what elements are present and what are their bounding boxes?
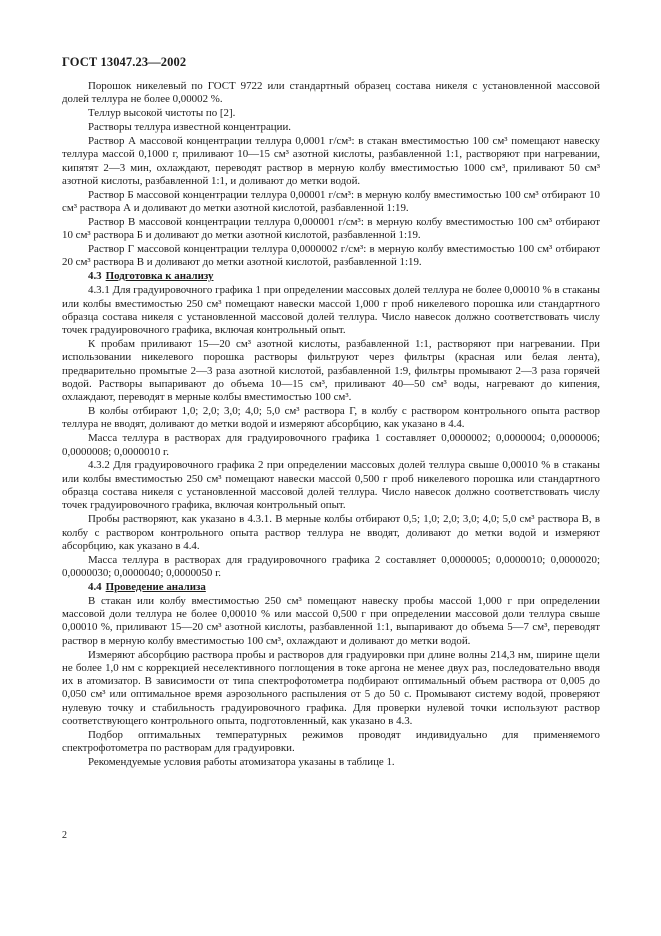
paragraph: В стакан или колбу вместимостью 250 см³ помещают навеску пробы массой 1,000 г при определении массовой доли теллура не более 0,00010 % или массой 0,500 г при определении массовой доли теллура свыше 0,00010 %, приливают 15—20 см³ азотной кислоты, разбавленной 1:1, выпаривают до объема 5—7 см³, переводят раствор в мерную колбу вместимостью 100 см³, охлаждают и доливают до метки водой. — [62, 594, 600, 647]
section-heading — [62, 270, 600, 283]
paragraph: Пробы растворяют, как указано в 4.3.1. В мерные колбы отбирают 0,5; 1,0; 2,0; 3,0; 4,0; 5,0 см³ раствора В, в колбу с раствором контрольного опыта раствор теллура не вводят, доливают до метки водой и измеряют абсорбцию, как указано в 4.4. — [62, 513, 600, 552]
paragraph: 4.3.1 Для градуировочного графика 1 при определении массовых долей теллура не более 0,00010 % в стаканы или колбы вместимостью 250 см³ помещают навески массой 1,000 г проб никелевого порошка или стандартного образца состава никеля с установленной массовой долей теллура. Число навесок должно соответствовать числу точек градуировочного графика, включая контрольный опыт. — [62, 284, 600, 337]
section-title: Подготовка к анализу — [105, 270, 214, 283]
section-number: 4.4 — [88, 580, 102, 593]
paragraph: Масса теллура в растворах для градуировочного графика 2 составляет 0,0000005; 0,0000010; 0,0000020; 0,0000030; 0,0000040; 0,0000050 г. — [62, 553, 600, 579]
paragraph: К пробам приливают 15—20 см³ азотной кислоты, разбавленной 1:1, растворяют при нагревании. При использовании никелевого порошка растворы фильтруют через фильтры (красная или белая лента), предварительно промытые 2—3 раза азотной кислотой, разбавленной 1:9, фильтры промывают 2—3 раза горячей водой. Растворы выпаривают до объема 10—15 см³, приливают 40—50 см³ воды, нагревают до кипения, охлаждают, переводят в мерные колбы вместимостью 100 см³. — [62, 337, 600, 404]
paragraph: 4.3.2 Для градуировочного графика 2 при определении массовых долей теллура свыше 0,00010 % в стаканы или колбы вместимостью 250 см³ помещают навески массой 0,500 г проб никелевого порошка или стандартного образца состава никеля с установленной массовой долей теллура. Число навесок должно соответствовать числу точек градуировочного графика, включая контрольный опыт. — [62, 459, 600, 512]
paragraph: Растворы теллура известной концентрации. — [88, 121, 292, 134]
paragraph: Масса теллура в растворах для градуировочного графика 1 составляет 0,0000002; 0,0000004; 0,0000006; 0,0000008; 0,0000010 г. — [62, 432, 600, 458]
paragraph: Раствор А массовой концентрации теллура 0,0001 г/см³: в стакан вместимостью 100 см³ помещают навеску теллура массой 0,1000 г, приливают 10—15 см³ азотной кислоты, разбавленной 1:1, растворяют при нагревании, кипятят 2—3 мин, охлаждают, переводят раствор в мерную колбу вместимостью 1000 см³, приливают 50 см³ азотной кислоты, разбавленной 1:1, и доливают до метки водой. — [62, 134, 600, 187]
paragraph: Измеряют абсорбцию раствора пробы и растворов для градуировки при длине волны 214,3 нм, ширине щели не более 1,0 нм с коррекцией неселективного поглощения в токе аргона не менее двух раз, последовательно вводя их в атомизатор. В зависимости от типа спектрофотометра подбирают оптимальный объем раствора от 0,005 до 0,050 см³ или оптимальное время аэрозольного распыления от 5 до 50 с. Промывают систему водой, проверяют нулевую точку и стабильность градуировочного графика. Для проверки нулевой точки используют раствор соответствующего контрольного опыта, подготовленный, как указано в 4.3. — [62, 648, 600, 728]
page-number: 2 — [62, 830, 67, 841]
section-number: 4.3 — [88, 270, 102, 283]
paragraph: Раствор Г массовой концентрации теллура 0,0000002 г/см³: в мерную колбу вместимостью 100 см³ отбирают 20 см³ раствора В и доливают до метки азотной кислотой, разбавленной 1:19. — [62, 243, 600, 269]
section-title: Проведение анализа — [105, 580, 206, 593]
paragraph: Порошок никелевый по ГОСТ 9722 или стандартный образец состава никеля с установленной массовой долей теллура не более 0,00002 %. — [62, 80, 600, 106]
paragraph: В колбы отбирают 1,0; 2,0; 3,0; 4,0; 5,0 см³ раствора Г, в колбу с раствором контрольного опыта раствор теллура не вводят, доливают до метки водой и измеряют абсорбцию, как указано в 4.4. — [62, 405, 600, 431]
paragraph: Раствор Б массовой концентрации теллура 0,00001 г/см³: в мерную колбу вместимостью 100 см³ отбирают 10 см³ раствора А и доливают до метки азотной кислотой, разбавленной 1:19. — [62, 188, 600, 215]
paragraph: Рекомендуемые условия работы атомизатора указаны в таблице 1. — [88, 756, 395, 769]
paragraph: Теллур высокой чистоты по [2]. — [88, 107, 236, 120]
paragraph: Подбор оптимальных температурных режимов проводят индивидуально для применяемого спектрофотометра по растворам для градуировки. — [62, 728, 600, 755]
document-header: ГОСТ 13047.23—2002 — [62, 55, 187, 69]
paragraph: Раствор В массовой концентрации теллура 0,000001 г/см³: в мерную колбу вместимостью 100 см³ отбирают 10 см³ раствора Б и доливают до метки азотной кислотой, разбавленной 1:19. — [62, 215, 600, 242]
section-heading — [62, 581, 600, 594]
document-body — [62, 80, 600, 769]
